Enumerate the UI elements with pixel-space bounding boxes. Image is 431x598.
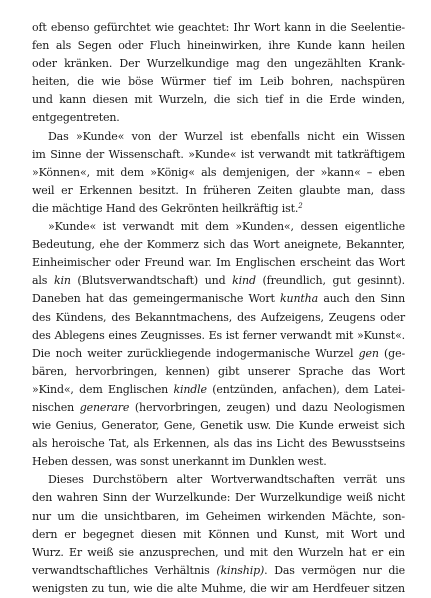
text-line: Die noch weiter zurückliegende indogermanische Wurzel gen (ge- — [32, 346, 406, 360]
text-line: wie Genius, Generator, Gene, Genetik usw. Die Kunde erweist sich — [32, 419, 405, 433]
text-line: bären, hervorbringen, kennen) gibt unserer Sprache das Wort — [32, 364, 405, 378]
text-line: weil er Erkennen besitzt. In früheren Zeiten glaubte man, dass — [32, 183, 405, 197]
text-line: Das »Kunde« von der Wurzel ist ebenfalls nicht ein Wissen — [48, 129, 405, 143]
text-line: als kin (Blutsverwandtschaft) und kind (freundlich, gut gesinnt). — [32, 274, 405, 288]
italic-term: (kinship) — [216, 563, 265, 577]
text-line: heiten, die wie böse Würmer tief im Leib bohren, nachspüren — [32, 75, 405, 89]
text-line: entgegentreten. — [32, 111, 120, 125]
text-line: oft ebenso gefürchtet wie geachtet: Ihr Wort kann in die Seelentie- — [32, 21, 405, 34]
text-line: Daneben hat das gemeingermanische Wort kuntha auch den Sinn — [32, 292, 405, 306]
text-line: Bedeutung, ehe der Kommerz sich das Wort aneignete, Bekannter, — [32, 238, 405, 252]
text-line: »Kind«, dem Englischen kindle (entzünden, anfachen), dem Latei- — [32, 382, 405, 396]
italic-term: kin — [53, 274, 71, 288]
text-line: im Sinne der Wissenschaft. »Kunde« ist verwandt mit tatkräftigem — [32, 147, 405, 161]
paragraph-2 — [32, 128, 405, 218]
text-line: Wurz. Er weiß sie anzusprechen, und mit den Wurzeln hat er ein — [32, 545, 405, 559]
italic-term: kind — [232, 274, 256, 288]
book-page — [32, 19, 405, 598]
text-line: und kann diesen mit Wurzeln, die sich tief in die Erde winden, — [32, 93, 405, 107]
text-line: Heben dessen, was sonst unerkannt im Dunklen west. — [32, 455, 327, 469]
text-line: fen als Segen oder Fluch hineinwirken, ihre Kunde kann heilen — [32, 39, 405, 53]
text-line: dern er begegnet diesen mit Können und Kunst, mit Wort und — [32, 527, 405, 541]
text-line: »Kunde« ist verwandt mit dem »Kunden«, dessen eigentliche — [48, 220, 405, 234]
text-line: nur um die unsichtbaren, im Geheimen wirkenden Mächte, son- — [32, 509, 405, 523]
text-line: Einheimischer oder Freund war. Im Englischen erscheint das Wort — [32, 256, 405, 270]
text-line: wenigsten zu tun, wie die alte Muhme, die wir am Herdfeuer sitzen — [32, 581, 405, 595]
italic-term: kindle — [173, 382, 207, 396]
text-line: den wahren Sinn der Wurzelkunde: Der Wurzelkundige weiß nicht — [32, 491, 405, 505]
text-line: des Kündens, des Bekanntmachens, des Aufzeigens, Zeugens oder — [32, 310, 405, 324]
paragraph-3 — [32, 218, 405, 471]
text-line: des Ablegens eines Zeugnisses. Es ist ferner verwandt mit »Kunst«. — [32, 328, 405, 342]
text-line: Dieses Durchstöbern alter Wortverwandtschaften verrät uns — [48, 473, 405, 487]
paragraph-1 — [32, 19, 405, 128]
text-line: die mächtige Hand des Gekrönten heilkräftig ist.$^2$ — [32, 201, 303, 215]
text-line: verwandtschaftliches Verhältnis (kinship). Das vermögen nur die — [32, 563, 405, 577]
text-line: »Können«, mit dem »König« als demjenigen, der »kann« – eben — [32, 165, 405, 179]
text-line: als heroische Tat, als Erkennen, als das ins Licht des Bewusstseins — [32, 437, 405, 451]
footnote-marker[interactable]: 2 — [298, 201, 303, 210]
text-line: oder kränken. Der Wurzelkundige mag den ungezählten Krank- — [32, 57, 405, 71]
italic-term: generare — [79, 400, 130, 414]
italic-term: kuntha — [280, 292, 319, 306]
paragraph-4 — [32, 471, 405, 598]
text-line: nischen generare (hervorbringen, zeugen) und dazu Neologismen — [32, 400, 405, 414]
italic-term: gen — [358, 346, 379, 360]
